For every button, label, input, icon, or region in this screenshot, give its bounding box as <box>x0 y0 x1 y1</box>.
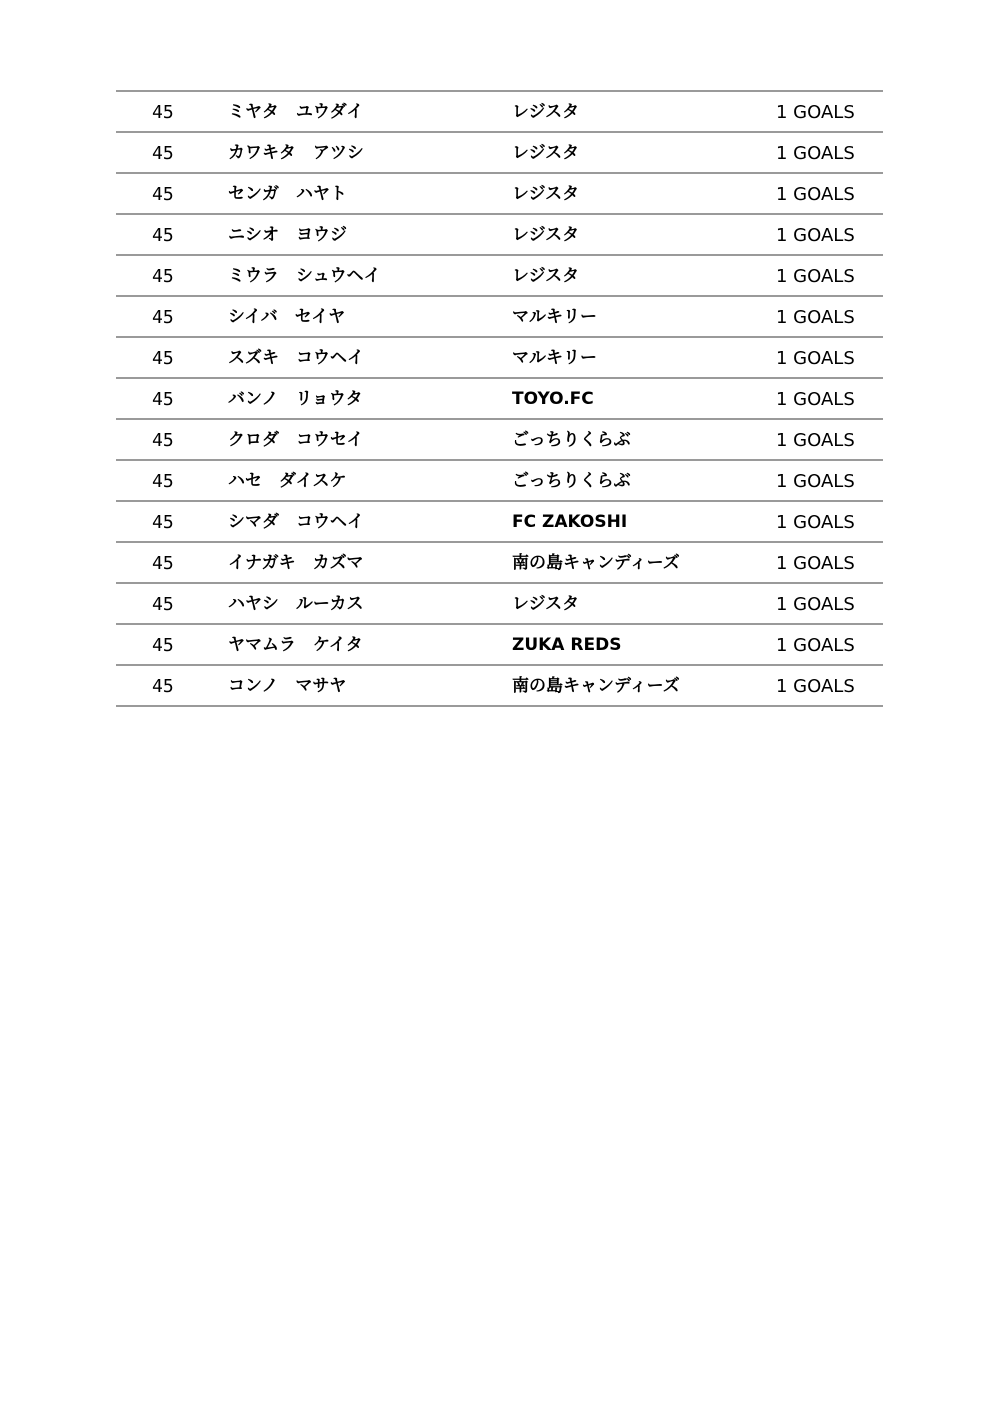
goals-cell: 1 GOALS <box>776 553 855 574</box>
goals-cell: 1 GOALS <box>776 184 855 205</box>
goals-cell: 1 GOALS <box>776 389 855 410</box>
team-name-cell: マルキリー <box>512 307 597 327</box>
rank-cell: 45 <box>152 512 174 533</box>
table-row <box>116 338 883 379</box>
table-row <box>116 215 883 256</box>
rank-cell: 45 <box>152 430 174 451</box>
rank-cell: 45 <box>152 307 174 328</box>
table-row <box>116 133 883 174</box>
team-name-cell: レジスタ <box>512 266 580 286</box>
player-name-cell: イナガキ カズマ <box>228 553 364 573</box>
team-name-cell: レジスタ <box>512 102 580 122</box>
player-name-cell: バンノ リョウタ <box>228 389 363 409</box>
table-row <box>116 174 883 215</box>
goals-cell: 1 GOALS <box>776 307 855 328</box>
team-name-cell: FC ZAKOSHI <box>512 512 628 532</box>
player-name-cell: スズキ コウヘイ <box>228 348 364 368</box>
table-row <box>116 297 883 338</box>
table-row <box>116 461 883 502</box>
goals-cell: 1 GOALS <box>776 266 855 287</box>
goals-cell: 1 GOALS <box>776 143 855 164</box>
team-name-cell: マルキリー <box>512 348 597 368</box>
player-name-cell: コンノ マサヤ <box>228 676 347 696</box>
goals-cell: 1 GOALS <box>776 676 855 697</box>
rank-cell: 45 <box>152 594 174 615</box>
scorer-table <box>116 90 883 707</box>
player-name-cell: ハセ ダイスケ <box>228 471 347 491</box>
goals-cell: 1 GOALS <box>776 348 855 369</box>
goals-cell: 1 GOALS <box>776 102 855 123</box>
player-name-cell: シイバ セイヤ <box>228 307 346 327</box>
rank-cell: 45 <box>152 102 174 123</box>
team-name-cell: レジスタ <box>512 594 580 614</box>
goals-cell: 1 GOALS <box>776 512 855 533</box>
rank-cell: 45 <box>152 471 174 492</box>
team-name-cell: レジスタ <box>512 184 580 204</box>
goals-cell: 1 GOALS <box>776 225 855 246</box>
table-row <box>116 420 883 461</box>
goals-cell: 1 GOALS <box>776 471 855 492</box>
team-name-cell: レジスタ <box>512 143 580 163</box>
table-row <box>116 256 883 297</box>
team-name-cell: 南の島キャンディーズ <box>512 553 680 573</box>
player-name-cell: ミヤタ ユウダイ <box>228 102 364 122</box>
table-row <box>116 379 883 420</box>
table-row <box>116 625 883 666</box>
rank-cell: 45 <box>152 143 174 164</box>
rank-cell: 45 <box>152 635 174 656</box>
rank-cell: 45 <box>152 348 174 369</box>
team-name-cell: TOYO.FC <box>512 389 594 409</box>
table-row <box>116 666 883 707</box>
team-name-cell: レジスタ <box>512 225 580 245</box>
rank-cell: 45 <box>152 184 174 205</box>
player-name-cell: カワキタ アツシ <box>228 143 364 163</box>
player-name-cell: ニシオ ヨウジ <box>228 225 347 245</box>
rank-cell: 45 <box>152 225 174 246</box>
rank-cell: 45 <box>152 676 174 697</box>
player-name-cell: センガ ハヤト <box>228 184 347 204</box>
player-name-cell: ヤマムラ ケイタ <box>228 635 363 655</box>
team-name-cell: 南の島キャンディーズ <box>512 676 680 696</box>
goals-cell: 1 GOALS <box>776 430 855 451</box>
player-name-cell: ハヤシ ルーカス <box>228 594 364 614</box>
table-row <box>116 92 883 133</box>
player-name-cell: クロダ コウセイ <box>228 430 364 450</box>
rank-cell: 45 <box>152 553 174 574</box>
team-name-cell: ごっちりくらぶ <box>512 430 631 450</box>
rank-cell: 45 <box>152 266 174 287</box>
table-row <box>116 584 883 625</box>
player-name-cell: シマダ コウヘイ <box>228 512 364 532</box>
table-row <box>116 502 883 543</box>
table-row <box>116 543 883 584</box>
goals-cell: 1 GOALS <box>776 594 855 615</box>
goals-cell: 1 GOALS <box>776 635 855 656</box>
team-name-cell: ZUKA REDS <box>512 635 622 655</box>
team-name-cell: ごっちりくらぶ <box>512 471 631 491</box>
player-name-cell: ミウラ シュウヘイ <box>228 266 381 286</box>
rank-cell: 45 <box>152 389 174 410</box>
